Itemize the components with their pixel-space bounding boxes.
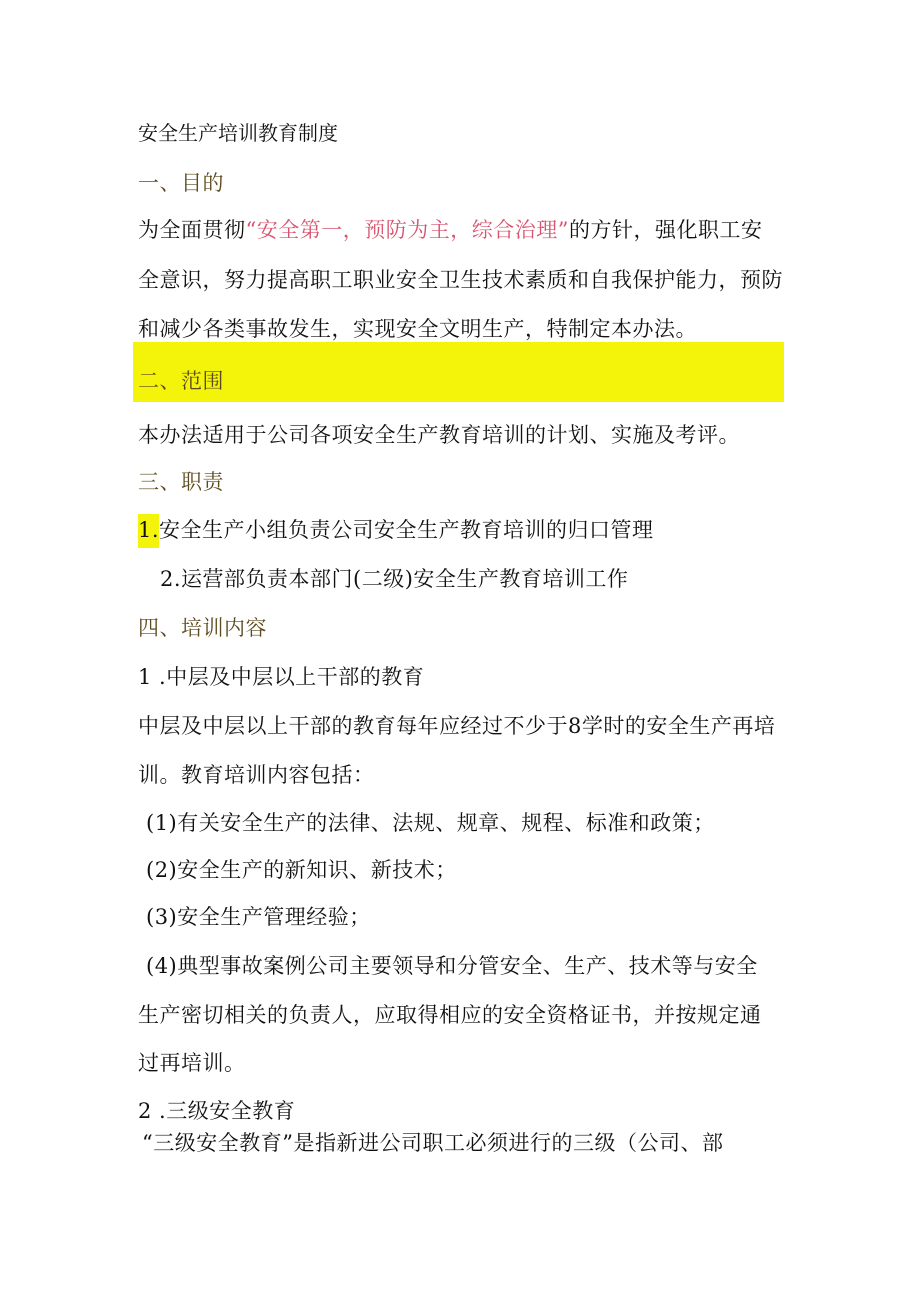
- scope-highlight: [133, 342, 784, 402]
- management-paragraph-line-2: 训。教育培训内容包括：: [138, 763, 375, 787]
- management-paragraph-line-1: 中层及中层以上干部的教育每年应经过不少于8学时的安全生产再培: [138, 714, 776, 738]
- section-heading-scope: 二、范围: [138, 369, 224, 393]
- scope-paragraph: 本办法适用于公司各项安全生产教育培训的计划、实施及考评。: [138, 423, 740, 447]
- content-list-item-3: (3)安全生产管理经验；: [146, 905, 371, 929]
- section-heading-purpose: 一、目的: [138, 171, 224, 195]
- purpose-paragraph-line-2: 全意识，努力提高职工职业安全卫生技术素质和自我保护能力，预防: [138, 268, 783, 292]
- purpose-paragraph-line-3: 和减少各类事故发生，实现安全文明生产，特制定本办法。: [138, 317, 697, 341]
- content-list-item-4-line-3: 过再培训。: [138, 1051, 246, 1075]
- duty-item-1-number: 1.: [138, 514, 159, 548]
- section-heading-training-content: 四、培训内容: [138, 616, 267, 640]
- subheading-middle-management: 1 .中层及中层以上干部的教育: [138, 665, 425, 689]
- purpose-text-post: 的方针，强化职工安: [568, 218, 763, 242]
- duty-item-1-text: 安全生产小组负责公司安全生产教育培训的归口管理: [159, 518, 654, 542]
- content-list-item-2: (2)安全生产的新知识、新技术；: [146, 858, 457, 882]
- section-heading-duties: 三、职责: [138, 470, 224, 494]
- duty-item-1: [138, 515, 654, 545]
- subheading-three-level-education: 2 .三级安全教育: [138, 1099, 296, 1123]
- content-list-item-4-line-2: 生产密切相关的负责人，应取得相应的安全资格证书，并按规定通: [138, 1003, 762, 1027]
- purpose-paragraph-line-1: [138, 215, 762, 245]
- policy-quote: “安全第一，预防为主，综合治理”: [245, 218, 569, 242]
- document-title: 安全生产培训教育制度: [138, 121, 338, 145]
- duty-item-2: 2.运营部负责本部门(二级)安全生产教育培训工作: [160, 567, 629, 591]
- three-level-paragraph-line-1: “三级安全教育”是指新进公司职工必须进行的三级（公司、部: [142, 1131, 724, 1155]
- content-list-item-1: (1)有关安全生产的法律、法规、规章、规程、标准和政策；: [146, 811, 715, 835]
- content-list-item-4-line-1: (4)典型事故案例公司主要领导和分管安全、生产、技术等与安全: [146, 954, 758, 978]
- purpose-text-pre: 为全面贯彻: [138, 218, 246, 242]
